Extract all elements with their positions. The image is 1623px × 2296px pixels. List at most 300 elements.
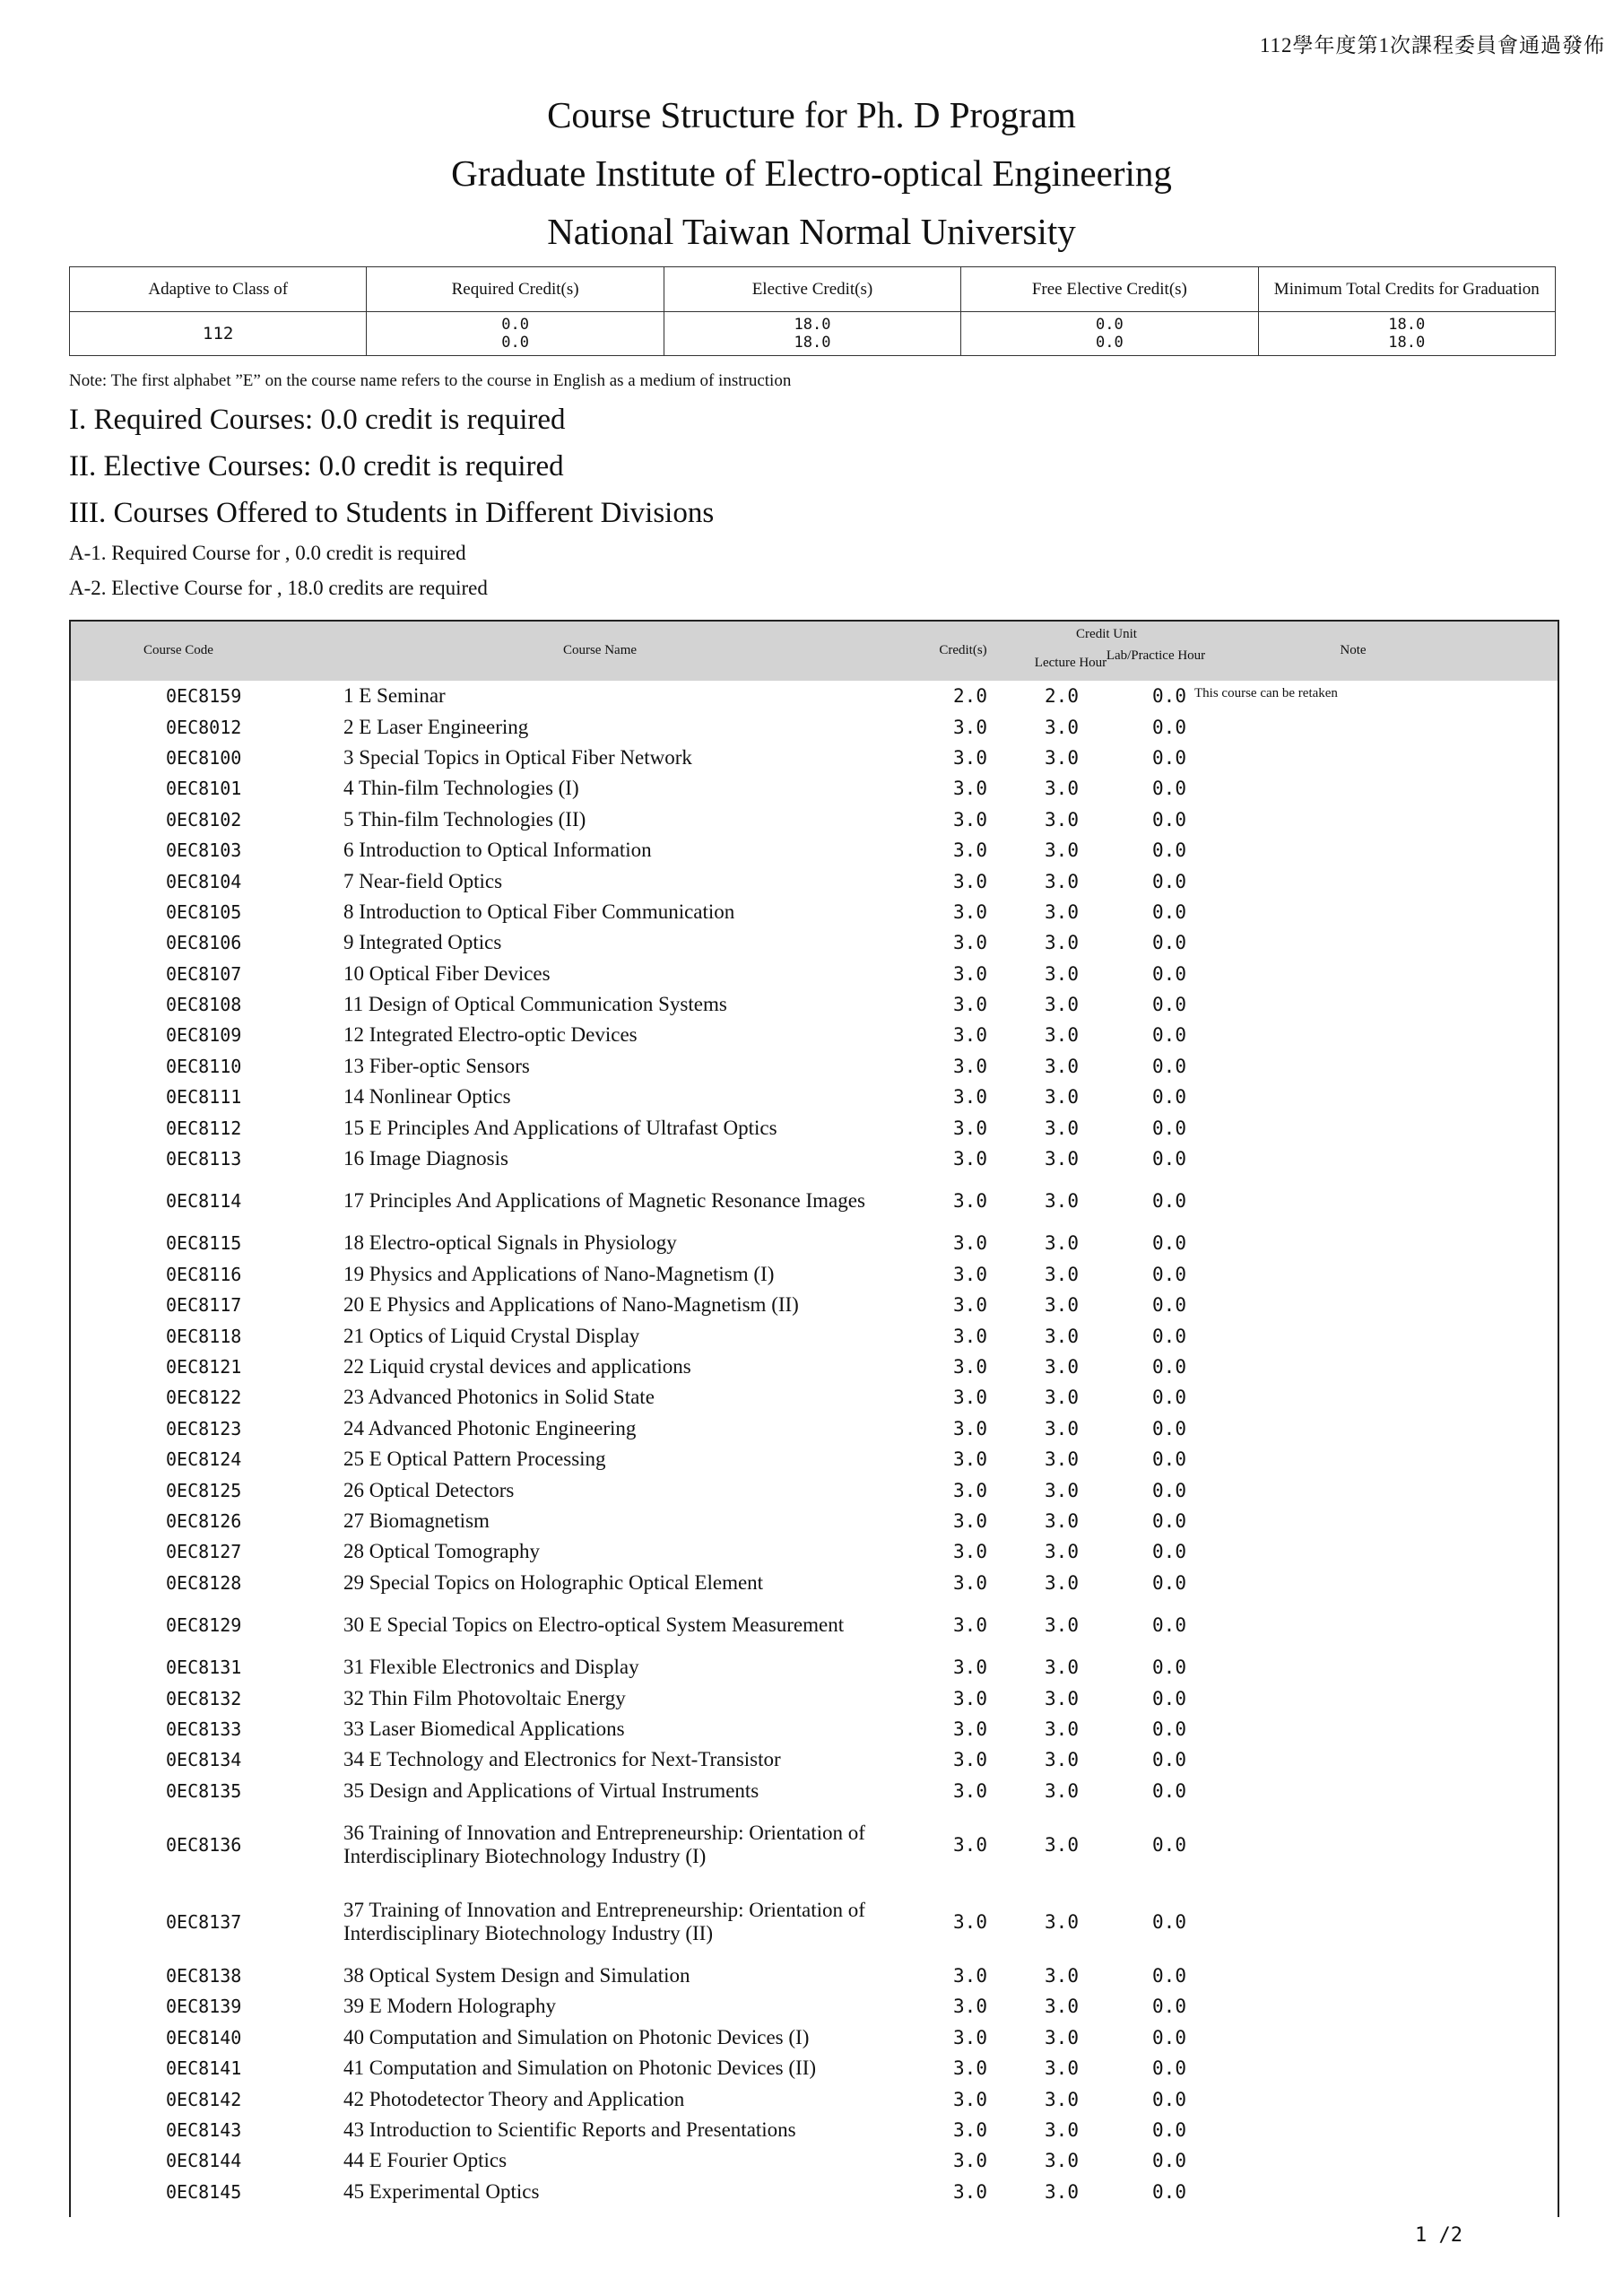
table-row: [71, 1776, 1558, 1806]
table-row: [71, 1051, 1558, 1082]
course-name: 44 E Fourier Optics: [343, 2149, 508, 2172]
course-lecture-hour: 3.0: [1045, 778, 1079, 800]
course-lab-hour: 0.0: [1152, 1325, 1186, 1347]
course-lecture-hour: 3.0: [1045, 2088, 1079, 2110]
course-lab-hour: 0.0: [1152, 962, 1186, 985]
header-free-elective: Free Elective Credit(s): [961, 267, 1258, 312]
value-elective-2: 18.0: [794, 334, 831, 352]
table-row: [71, 1991, 1558, 2022]
course-name: 15 E Principles And Applications of Ultrafast Optics: [343, 1116, 777, 1139]
course-lab-hour: 0.0: [1152, 716, 1186, 738]
title-institute: Graduate Institute of Electro-optical Engineering: [451, 152, 1172, 194]
value-free-elective-1: 0.0: [1096, 316, 1124, 334]
course-credits: 3.0: [953, 1055, 987, 1077]
course-lab-hour: 0.0: [1152, 870, 1186, 892]
course-lecture-hour: 3.0: [1045, 1479, 1079, 1501]
course-name: 10 Optical Fiber Devices: [343, 961, 551, 985]
course-credits: 3.0: [953, 994, 987, 1016]
course-name: 45 Experimental Optics: [343, 2179, 540, 2203]
course-code: 0EC8137: [166, 1910, 242, 1933]
course-name: 42 Photodetector Theory and Application: [343, 2087, 685, 2110]
course-name: 17 Principles And Applications of Magnetic Resonance Images: [343, 1189, 865, 1213]
header-minimum-total: Minimum Total Credits for Graduation: [1258, 267, 1555, 312]
course-credits: 3.0: [953, 1779, 987, 1802]
table-row: [71, 1598, 1558, 1652]
course-credits: 3.0: [953, 1479, 987, 1501]
course-lecture-hour: 3.0: [1045, 1263, 1079, 1285]
table-row: [71, 2053, 1558, 2083]
course-name: 36 Training of Innovation and Entrepreneurship: Orientation of Interdisciplinary Biotechnology Industry (I): [343, 1821, 865, 1867]
page-number: 1 /2: [1415, 2224, 1462, 2247]
course-lecture-hour: 3.0: [1045, 1387, 1079, 1409]
course-lecture-hour: 3.0: [1045, 1190, 1079, 1213]
course-lab-hour: 0.0: [1152, 1294, 1186, 1317]
course-code: 0EC8110: [166, 1055, 242, 1077]
course-credits: 3.0: [953, 1613, 987, 1636]
value-minimum-total: [1258, 312, 1555, 356]
course-lab-hour: 0.0: [1152, 900, 1186, 923]
course-lab-hour: 0.0: [1152, 1965, 1186, 1987]
course-credits: 3.0: [953, 2088, 987, 2110]
course-code: 0EC8112: [166, 1117, 242, 1139]
course-code: 0EC8131: [166, 1657, 242, 1679]
table-row: [71, 1259, 1558, 1290]
course-name: 35 Design and Applications of Virtual Instruments: [343, 1779, 759, 1802]
course-code: 0EC8136: [166, 1833, 242, 1856]
course-credits: 3.0: [953, 1117, 987, 1139]
course-code: 0EC8128: [166, 1571, 242, 1594]
course-code: 0EC8102: [166, 808, 242, 831]
value-free-elective-2: 0.0: [1096, 334, 1124, 352]
course-name: 40 Computation and Simulation on Photonic Devices (I): [343, 2025, 810, 2048]
course-name: 38 Optical System Design and Simulation: [343, 1964, 690, 1987]
section-required-courses: I. Required Courses: 0.0 credit is required: [69, 404, 566, 436]
course-lecture-hour: 3.0: [1045, 994, 1079, 1016]
table-row: [71, 804, 1558, 835]
value-elective-1: 18.0: [794, 316, 831, 334]
course-name: 24 Advanced Photonic Engineering: [343, 1416, 637, 1439]
course-name: 18 Electro-optical Signals in Physiology: [343, 1231, 677, 1255]
course-name: 3 Special Topics in Optical Fiber Network: [343, 745, 692, 769]
table-row: [71, 1568, 1558, 1598]
course-lab-hour: 0.0: [1152, 1117, 1186, 1139]
course-credits: 3.0: [953, 1965, 987, 1987]
course-lecture-hour: 3.0: [1045, 1232, 1079, 1255]
course-credits: 3.0: [953, 1687, 987, 1709]
course-credits: 3.0: [953, 2180, 987, 2203]
course-name: 22 Liquid crystal devices and applications: [343, 1355, 691, 1378]
course-lecture-hour: 3.0: [1045, 1541, 1079, 1563]
table-row: [71, 1961, 1558, 1991]
course-lecture-hour: 3.0: [1045, 2180, 1079, 2203]
course-code: 0EC8117: [166, 1294, 242, 1317]
course-name: 16 Image Diagnosis: [343, 1147, 508, 1170]
course-credits: 3.0: [953, 1718, 987, 1740]
course-lab-hour: 0.0: [1152, 1910, 1186, 1933]
course-code: 0EC8103: [166, 839, 242, 862]
course-lab-hour: 0.0: [1152, 808, 1186, 831]
course-lecture-hour: 3.0: [1045, 870, 1079, 892]
course-code: 0EC8144: [166, 2150, 242, 2172]
value-required-2: 0.0: [501, 334, 529, 352]
course-credits: 3.0: [953, 962, 987, 985]
course-lab-hour: 0.0: [1152, 1448, 1186, 1471]
course-lecture-hour: 3.0: [1045, 1509, 1079, 1532]
course-lab-hour: 0.0: [1152, 1479, 1186, 1501]
table-row: [71, 1352, 1558, 1382]
course-code: 0EC8132: [166, 1687, 242, 1709]
header-elective: Elective Credit(s): [664, 267, 960, 312]
course-name: 6 Introduction to Optical Information: [343, 839, 652, 862]
course-name: 37 Training of Innovation and Entrepreneurship: Orientation of Interdisciplinary Biotechnology Industry (II): [343, 1898, 865, 1944]
course-lab-hour: 0.0: [1152, 1356, 1186, 1378]
value-class-of: 112: [70, 312, 367, 356]
course-lab-hour: 0.0: [1152, 2180, 1186, 2203]
course-code: 0EC8141: [166, 2057, 242, 2080]
course-lecture-hour: 2.0: [1045, 685, 1079, 708]
course-code: 0EC8135: [166, 1779, 242, 1802]
value-elective: [664, 312, 960, 356]
course-code: 0EC8115: [166, 1232, 242, 1255]
course-credits: 3.0: [953, 1833, 987, 1856]
course-credits: 3.0: [953, 839, 987, 862]
value-minimum-total-1: 18.0: [1388, 316, 1426, 334]
course-code: 0EC8134: [166, 1749, 242, 1771]
table-row: [71, 927, 1558, 958]
header-lecture-hour: Lecture Hour: [1034, 656, 1107, 670]
course-lab-hour: 0.0: [1152, 2150, 1186, 2172]
course-name: 23 Advanced Photonics in Solid State: [343, 1386, 655, 1409]
course-lab-hour: 0.0: [1152, 839, 1186, 862]
course-code: 0EC8114: [166, 1190, 242, 1213]
course-lecture-hour: 3.0: [1045, 1613, 1079, 1636]
course-lecture-hour: 3.0: [1045, 900, 1079, 923]
approval-notice: 112學年度第1次課程委員會通過發佈: [1259, 34, 1605, 57]
course-table: [69, 620, 1559, 2217]
course-lab-hour: 0.0: [1152, 1718, 1186, 1740]
course-code: 0EC8138: [166, 1965, 242, 1987]
course-credits: 3.0: [953, 932, 987, 954]
course-credits: 3.0: [953, 716, 987, 738]
course-lab-hour: 0.0: [1152, 685, 1186, 708]
course-code: 0EC8125: [166, 1479, 242, 1501]
course-credits: 3.0: [953, 1910, 987, 1933]
course-lecture-hour: 3.0: [1045, 1687, 1079, 1709]
course-name: 12 Integrated Electro-optic Devices: [343, 1023, 638, 1047]
course-lecture-hour: 3.0: [1045, 1965, 1079, 1987]
course-name: 39 E Modern Holography: [343, 1995, 556, 2018]
course-lecture-hour: 3.0: [1045, 716, 1079, 738]
table-row: [71, 743, 1558, 773]
course-credits: 3.0: [953, 1448, 987, 1471]
course-name: 29 Special Topics on Holographic Optical Element: [343, 1570, 764, 1594]
course-credits: 3.0: [953, 1086, 987, 1109]
course-lecture-hour: 3.0: [1045, 746, 1079, 769]
course-lecture-hour: 3.0: [1045, 1294, 1079, 1317]
course-lab-hour: 0.0: [1152, 1687, 1186, 1709]
course-code: 0EC8129: [166, 1613, 242, 1636]
course-credits: 2.0: [953, 685, 987, 708]
course-name: 41 Computation and Simulation on Photonic Devices (II): [343, 2057, 817, 2080]
course-code: 0EC8124: [166, 1448, 242, 1471]
table-row: [71, 2083, 1558, 2114]
course-name: 27 Biomagnetism: [343, 1509, 490, 1532]
title-university: National Taiwan Normal University: [547, 211, 1076, 252]
table-row: [71, 681, 1558, 711]
course-lab-hour: 0.0: [1152, 1749, 1186, 1771]
course-name: 28 Optical Tomography: [343, 1540, 540, 1563]
table-row: [71, 1112, 1558, 1143]
header-credits: Credit(s): [939, 643, 987, 657]
header-class-of: Adaptive to Class of: [70, 267, 367, 312]
course-credits: 3.0: [953, 900, 987, 923]
course-credits: 3.0: [953, 1325, 987, 1347]
table-row: [71, 773, 1558, 804]
course-code: 0EC8142: [166, 2088, 242, 2110]
section-elective-courses: II. Elective Courses: 0.0 credit is required: [69, 450, 564, 483]
course-credits: 3.0: [953, 1190, 987, 1213]
table-row: [71, 1020, 1558, 1050]
course-lab-hour: 0.0: [1152, 778, 1186, 800]
value-free-elective: [961, 312, 1258, 356]
table-row: [71, 1506, 1558, 1536]
table-row: [71, 989, 1558, 1020]
course-lecture-hour: 3.0: [1045, 1024, 1079, 1047]
table-row: [71, 959, 1558, 989]
course-lab-hour: 0.0: [1152, 1613, 1186, 1636]
course-code: 0EC8113: [166, 1148, 242, 1170]
course-code: 0EC8012: [166, 716, 242, 738]
course-code: 0EC8126: [166, 1509, 242, 1532]
course-name: 30 E Special Topics on Electro-optical System Measurement: [343, 1613, 845, 1636]
header-course-code: Course Code: [143, 643, 213, 657]
header-lab-hour: Lab/Practice Hour: [1106, 648, 1206, 663]
table-row: [71, 711, 1558, 742]
table-row: [71, 1883, 1558, 1961]
table-row: [71, 2022, 1558, 2053]
course-name: 7 Near-field Optics: [343, 869, 503, 892]
course-code: 0EC8127: [166, 1541, 242, 1563]
course-code: 0EC8108: [166, 994, 242, 1016]
course-code: 0EC8101: [166, 778, 242, 800]
course-credits: 3.0: [953, 1263, 987, 1285]
table-row: [71, 1228, 1558, 1258]
course-credits: 3.0: [953, 808, 987, 831]
table-row: [71, 2145, 1558, 2176]
header-note: Note: [1340, 643, 1367, 657]
course-lecture-hour: 3.0: [1045, 2026, 1079, 2048]
course-lab-hour: 0.0: [1152, 2088, 1186, 2110]
course-lab-hour: 0.0: [1152, 1387, 1186, 1409]
table-row: [71, 1174, 1558, 1228]
course-name: 19 Physics and Applications of Nano-Magnetism (I): [343, 1262, 775, 1285]
table-row: [71, 1652, 1558, 1683]
course-lab-hour: 0.0: [1152, 1509, 1186, 1532]
course-code: 0EC8116: [166, 1263, 242, 1285]
table-row: [71, 1144, 1558, 1174]
table-row: [71, 835, 1558, 865]
course-lab-hour: 0.0: [1152, 1996, 1186, 2018]
course-name: 25 E Optical Pattern Processing: [343, 1448, 606, 1471]
course-code: 0EC8121: [166, 1356, 242, 1378]
course-lecture-hour: 3.0: [1045, 839, 1079, 862]
course-code: 0EC8100: [166, 746, 242, 769]
course-credits: 3.0: [953, 2026, 987, 2048]
course-lecture-hour: 3.0: [1045, 1571, 1079, 1594]
course-code: 0EC8140: [166, 2026, 242, 2048]
course-name: 13 Fiber-optic Sensors: [343, 1054, 530, 1077]
course-lab-hour: 0.0: [1152, 994, 1186, 1016]
course-code: 0EC8104: [166, 870, 242, 892]
course-credits: 3.0: [953, 1294, 987, 1317]
table-row: [71, 1290, 1558, 1320]
course-name: 21 Optics of Liquid Crystal Display: [343, 1324, 640, 1347]
course-lab-hour: 0.0: [1152, 1417, 1186, 1439]
table-row: [71, 1444, 1558, 1474]
course-name: 1 E Seminar: [343, 684, 446, 708]
course-lab-hour: 0.0: [1152, 932, 1186, 954]
course-lecture-hour: 3.0: [1045, 1996, 1079, 2018]
course-lab-hour: 0.0: [1152, 1657, 1186, 1679]
course-credits: 3.0: [953, 1387, 987, 1409]
course-lecture-hour: 3.0: [1045, 1148, 1079, 1170]
course-lecture-hour: 3.0: [1045, 1055, 1079, 1077]
course-code: 0EC8122: [166, 1387, 242, 1409]
table-row: [71, 1382, 1558, 1413]
course-lecture-hour: 3.0: [1045, 932, 1079, 954]
credit-summary-table: [69, 266, 1556, 356]
course-credits: 3.0: [953, 1749, 987, 1771]
course-credits: 3.0: [953, 1024, 987, 1047]
course-name: 5 Thin-film Technologies (II): [343, 807, 586, 831]
course-name: 31 Flexible Electronics and Display: [343, 1656, 639, 1679]
value-required-1: 0.0: [501, 316, 529, 334]
course-code: 0EC8139: [166, 1996, 242, 2018]
course-lecture-hour: 3.0: [1045, 1417, 1079, 1439]
table-row: [71, 1744, 1558, 1775]
table-row: [71, 865, 1558, 896]
course-name: 8 Introduction to Optical Fiber Communication: [343, 900, 735, 923]
course-code: 0EC8143: [166, 2119, 242, 2142]
course-lab-hour: 0.0: [1152, 2057, 1186, 2080]
header-required: Required Credit(s): [367, 267, 664, 312]
subsection-a2: A-2. Elective Course for , 18.0 credits are required: [69, 577, 488, 599]
course-lecture-hour: 3.0: [1045, 1117, 1079, 1139]
course-code: 0EC8107: [166, 962, 242, 985]
course-lab-hour: 0.0: [1152, 1571, 1186, 1594]
value-required: [367, 312, 664, 356]
table-row: [71, 1413, 1558, 1444]
course-lecture-hour: 3.0: [1045, 1086, 1079, 1109]
course-credits: 3.0: [953, 746, 987, 769]
course-credits: 3.0: [953, 2057, 987, 2080]
table-row: [71, 1320, 1558, 1351]
table-row: [71, 1714, 1558, 1744]
course-credits: 3.0: [953, 1541, 987, 1563]
course-code: 0EC8105: [166, 900, 242, 923]
course-code: 0EC8118: [166, 1325, 242, 1347]
course-lab-hour: 0.0: [1152, 1263, 1186, 1285]
course-lecture-hour: 3.0: [1045, 1657, 1079, 1679]
course-lab-hour: 0.0: [1152, 1190, 1186, 1213]
course-code: 0EC8133: [166, 1718, 242, 1740]
course-credits: 3.0: [953, 870, 987, 892]
course-credits: 3.0: [953, 1509, 987, 1532]
course-lab-hour: 0.0: [1152, 2026, 1186, 2048]
course-credits: 3.0: [953, 1232, 987, 1255]
course-lab-hour: 0.0: [1152, 1055, 1186, 1077]
course-code: 0EC8111: [166, 1086, 242, 1109]
course-lecture-hour: 3.0: [1045, 1325, 1079, 1347]
course-credits: 3.0: [953, 1571, 987, 1594]
course-lab-hour: 0.0: [1152, 1024, 1186, 1047]
course-code: 0EC8123: [166, 1417, 242, 1439]
course-lecture-hour: 3.0: [1045, 1718, 1079, 1740]
course-lecture-hour: 3.0: [1045, 2150, 1079, 2172]
course-name: 14 Nonlinear Optics: [343, 1085, 511, 1109]
document-titles: [0, 86, 1623, 261]
course-code: 0EC8106: [166, 932, 242, 954]
course-lab-hour: 0.0: [1152, 1086, 1186, 1109]
course-credits: 3.0: [953, 1417, 987, 1439]
course-credits: 3.0: [953, 1657, 987, 1679]
subsection-a1: A-1. Required Course for , 0.0 credit is required: [69, 542, 466, 564]
table-row: [71, 1683, 1558, 1713]
course-name: 20 E Physics and Applications of Nano-Magnetism (II): [343, 1293, 799, 1317]
course-lab-hour: 0.0: [1152, 1541, 1186, 1563]
course-credits: 3.0: [953, 1148, 987, 1170]
course-name: 32 Thin Film Photovoltaic Energy: [343, 1686, 626, 1709]
course-lecture-hour: 3.0: [1045, 1779, 1079, 1802]
course-lab-hour: 0.0: [1152, 1779, 1186, 1802]
course-name: 2 E Laser Engineering: [343, 715, 529, 738]
course-lecture-hour: 3.0: [1045, 1356, 1079, 1378]
course-lecture-hour: 3.0: [1045, 1833, 1079, 1856]
english-medium-note: Note: The first alphabet ”E” on the course name refers to the course in English as a medium of instruction: [69, 371, 792, 390]
table-row: [71, 1474, 1558, 1505]
course-lab-hour: 0.0: [1152, 1148, 1186, 1170]
course-lab-hour: 0.0: [1152, 2119, 1186, 2142]
course-credits: 3.0: [953, 1356, 987, 1378]
table-row: [71, 2177, 1558, 2207]
course-credits: 3.0: [953, 2150, 987, 2172]
table-row: [71, 897, 1558, 927]
course-name: 34 E Technology and Electronics for Next-Transistor: [343, 1748, 781, 1771]
table-row: [71, 1082, 1558, 1112]
course-lecture-hour: 3.0: [1045, 2119, 1079, 2142]
course-name: 9 Integrated Optics: [343, 931, 502, 954]
course-name: 43 Introduction to Scientific Reports and Presentations: [343, 2118, 796, 2142]
course-lecture-hour: 3.0: [1045, 1448, 1079, 1471]
course-name: 11 Design of Optical Communication Systems: [343, 993, 727, 1016]
course-lecture-hour: 3.0: [1045, 962, 1079, 985]
course-lab-hour: 0.0: [1152, 1833, 1186, 1856]
course-lecture-hour: 3.0: [1045, 1749, 1079, 1771]
course-name: 4 Thin-film Technologies (I): [343, 777, 579, 800]
course-credits: 3.0: [953, 1996, 987, 2018]
course-lecture-hour: 3.0: [1045, 1910, 1079, 1933]
course-rows: [71, 681, 1558, 2207]
course-lab-hour: 0.0: [1152, 746, 1186, 769]
course-code: 0EC8159: [166, 685, 242, 708]
title-program: Course Structure for Ph. D Program: [547, 94, 1076, 135]
course-code: 0EC8145: [166, 2180, 242, 2203]
course-credits: 3.0: [953, 2119, 987, 2142]
table-row: [71, 2115, 1558, 2145]
section-division-courses: III. Courses Offered to Students in Different Divisions: [69, 497, 715, 529]
header-course-name: Course Name: [562, 643, 638, 657]
header-credit-unit: Credit Unit: [1076, 627, 1137, 641]
